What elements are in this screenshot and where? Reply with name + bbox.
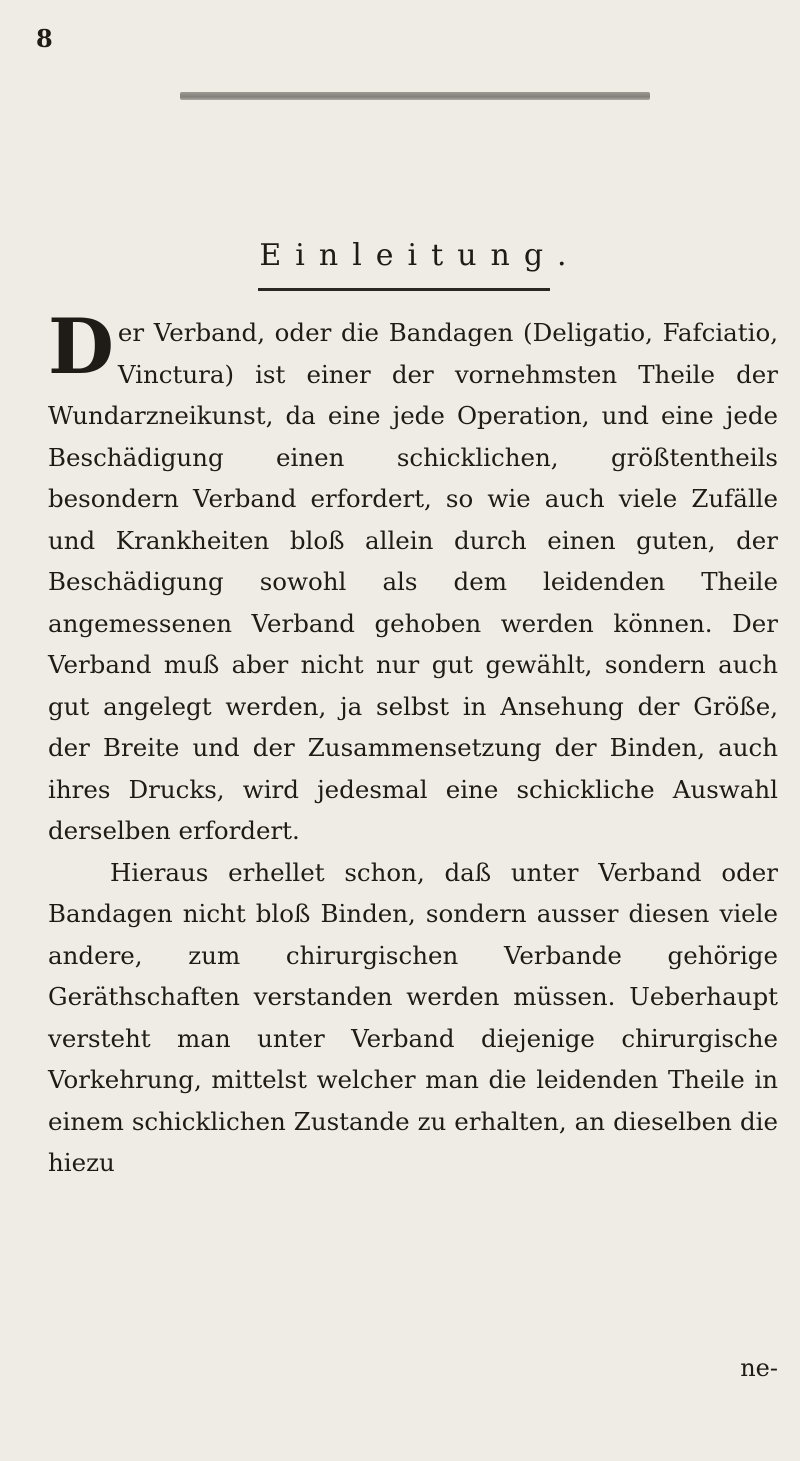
catchword: ne-	[740, 1354, 778, 1382]
heading-underline	[258, 288, 550, 291]
page-number: 8	[36, 24, 53, 53]
body-text	[48, 302, 778, 1184]
drop-cap: D	[48, 302, 114, 391]
top-edge-rule	[180, 92, 650, 100]
chapter-heading: Einleitung.	[259, 238, 581, 273]
paragraph-1-text: er Verband, oder die Bandagen (Deligatio, Fafciatio, Vinctura) ist einer der vornehmsten Theile der Wundarzneikunst, da eine jede Operation, und eine jede Beschädigung einen schicklichen, größtentheils besondern Verband erfordert, so wie auch viele Zufälle und Krankheiten bloß allein durch einen guten, der Beschädigung sowohl als dem leidenden Theile angemessenen Verband gehoben werden können. Der Verband muß aber nicht nur gut gewählt, sondern auch gut angelegt werden, ja selbst in Ansehung der Größe, der Breite und der Zusammensetzung der Binden, auch ihres Drucks, wird jedesmal eine schickliche Auswahl derselben erfordert.	[48, 318, 778, 845]
paragraph-1	[48, 302, 778, 852]
paragraph-2	[48, 852, 778, 1184]
paragraph-2-text: Hieraus erhellet schon, daß unter Verband oder Bandagen nicht bloß Binden, sondern ausser diesen viele andere, zum chirurgischen Verbande gehörige Geräthschaften verstanden werden müssen. Ueberhaupt versteht man unter Verband diejenige chirurgische Vorkehrung, mittelst welcher man die leidenden Theile in einem schicklichen Zustande zu erhalten, an dieselben die hiezu	[48, 857, 778, 1177]
